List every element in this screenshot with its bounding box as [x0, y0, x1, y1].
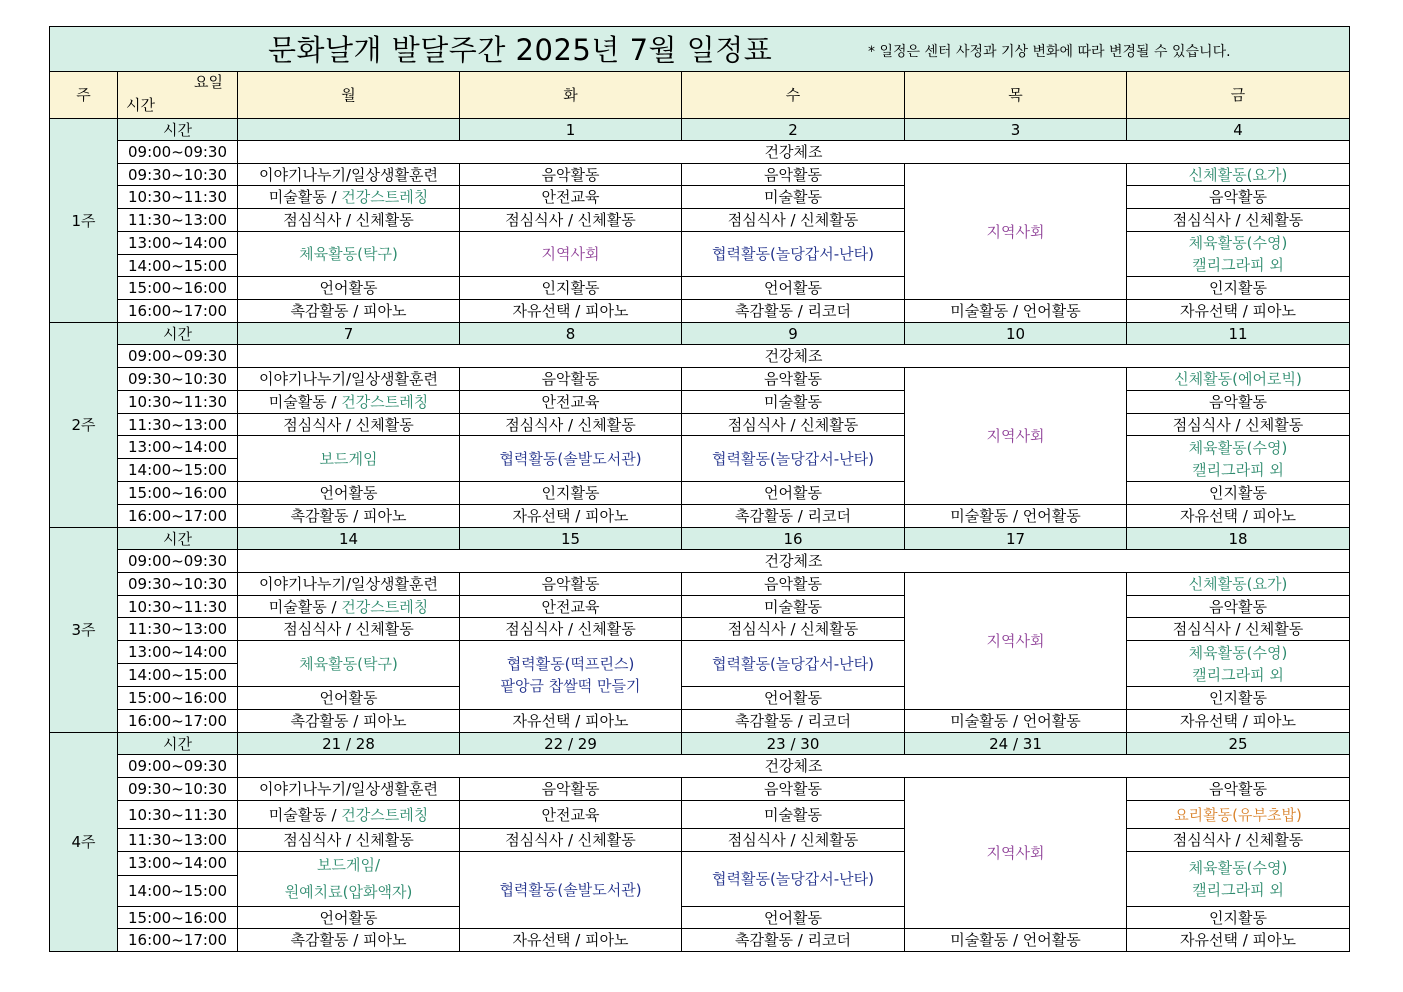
time-slot: 14:00~15:00 — [118, 664, 238, 687]
time-slot: 15:00~16:00 — [118, 277, 238, 300]
activity-cell: 협력활동(솔발도서관) — [460, 852, 682, 929]
activity-cell — [238, 391, 460, 414]
activity-text: 보드게임/ — [316, 856, 380, 874]
activity-cell: 건강체조 — [238, 550, 1350, 573]
activity-cell: 협력활동(놀당갑서-난타) — [682, 852, 905, 907]
time-slot: 09:30~10:30 — [118, 573, 238, 596]
activity-cell: 건강체조 — [238, 345, 1350, 368]
activity-cell: 음악활동 — [682, 164, 905, 186]
activity-cell: 음악활동 — [1127, 391, 1350, 414]
activity-cell: 지역사회 — [905, 368, 1127, 505]
activity-text: 협력활동(떡프린스) — [506, 655, 635, 673]
activity-cell: 안전교육 — [460, 801, 682, 829]
time-slot: 13:00~14:00 — [118, 852, 238, 876]
time-slot: 09:00~09:30 — [118, 550, 238, 573]
activity-text: 체육활동(수영) — [1188, 234, 1288, 252]
activity-cell: 촉감활동 / 피아노 — [238, 300, 460, 323]
activity-cell: 협력활동(놀당갑서-난타) — [682, 232, 905, 277]
time-slot: 16:00~17:00 — [118, 929, 238, 952]
activity-cell: 점심식사 / 신체활동 — [1127, 618, 1350, 641]
activity-cell: 언어활동 — [238, 907, 460, 929]
page-title: 문화날개 발달주간 2025년 7월 일정표 — [268, 33, 773, 67]
title-bar — [50, 27, 1350, 72]
activity-cell: 인지활동 — [1127, 277, 1350, 300]
activity-cell: 점심식사 / 신체활동 — [238, 209, 460, 232]
week-label: 2주 — [50, 323, 118, 528]
activity-cell — [1127, 852, 1350, 907]
time-slot: 11:30~13:00 — [118, 618, 238, 641]
date-cell — [238, 119, 460, 141]
activity-cell: 미술활동 / 언어활동 — [905, 929, 1127, 952]
time-slot: 10:30~11:30 — [118, 596, 238, 618]
time-slot: 16:00~17:00 — [118, 300, 238, 323]
activity-cell: 미술활동 — [682, 596, 905, 618]
time-slot: 09:30~10:30 — [118, 164, 238, 186]
time-slot: 11:30~13:00 — [118, 829, 238, 852]
activity-cell — [460, 641, 682, 710]
activity-cell: 미술활동 — [682, 186, 905, 209]
activity-cell: 이야기나누기/일상생활훈련 — [238, 778, 460, 801]
time-slot: 09:00~09:30 — [118, 755, 238, 778]
activity-cell: 자유선택 / 피아노 — [1127, 505, 1350, 528]
time-slot: 15:00~16:00 — [118, 687, 238, 710]
activity-cell: 안전교육 — [460, 391, 682, 414]
activity-cell: 체육활동(탁구) — [238, 232, 460, 277]
date-cell: 2 — [682, 119, 905, 141]
date-cell: 9 — [682, 323, 905, 345]
date-cell: 3 — [905, 119, 1127, 141]
activity-text: 원예치료(압화액자) — [284, 883, 413, 901]
schedule-table — [49, 26, 1350, 952]
activity-cell: 언어활동 — [238, 482, 460, 505]
activity-cell: 보드게임 — [238, 436, 460, 482]
activity-text: 건강스트레칭 — [341, 805, 429, 824]
activity-cell: 음악활동 — [682, 368, 905, 391]
activity-cell — [1127, 232, 1350, 277]
time-slot: 13:00~14:00 — [118, 436, 238, 459]
date-cell: 17 — [905, 528, 1127, 550]
time-header: 시간 — [118, 528, 238, 550]
time-slot: 10:30~11:30 — [118, 391, 238, 414]
date-cell: 7 — [238, 323, 460, 345]
activity-text: 미술활동 / — [268, 393, 342, 411]
header-time-label: 시간 — [126, 96, 155, 114]
activity-text: 캘리그라피 외 — [1192, 665, 1284, 684]
header-corner — [118, 72, 238, 119]
activity-cell: 안전교육 — [460, 186, 682, 209]
activity-cell: 언어활동 — [238, 277, 460, 300]
activity-text: 건강스트레칭 — [341, 393, 429, 411]
activity-cell: 점심식사 / 신체활동 — [682, 414, 905, 436]
activity-text: 캘리그라피 외 — [1192, 881, 1284, 899]
activity-cell: 지역사회 — [905, 778, 1127, 929]
time-header: 시간 — [118, 323, 238, 345]
date-cell: 21 / 28 — [238, 733, 460, 755]
activity-cell: 촉감활동 / 리코더 — [682, 300, 905, 323]
activity-cell: 음악활동 — [460, 778, 682, 801]
date-cell: 4 — [1127, 119, 1350, 141]
activity-cell: 지역사회 — [905, 164, 1127, 300]
activity-cell: 언어활동 — [682, 277, 905, 300]
activity-cell: 요리활동(유부초밥) — [1127, 801, 1350, 829]
activity-cell: 촉감활동 / 리코더 — [682, 929, 905, 952]
date-cell: 18 — [1127, 528, 1350, 550]
activity-text: 체육활동(수영) — [1188, 859, 1288, 877]
activity-cell: 이야기나누기/일상생활훈련 — [238, 573, 460, 596]
time-slot: 14:00~15:00 — [118, 255, 238, 277]
date-cell: 25 — [1127, 733, 1350, 755]
activity-cell: 협력활동(놀당갑서-난타) — [682, 641, 905, 687]
activity-cell: 자유선택 / 피아노 — [460, 710, 682, 733]
activity-cell: 건강체조 — [238, 755, 1350, 778]
date-cell: 1 — [460, 119, 682, 141]
activity-cell: 촉감활동 / 피아노 — [238, 710, 460, 733]
activity-cell: 점심식사 / 신체활동 — [1127, 209, 1350, 232]
time-slot: 10:30~11:30 — [118, 801, 238, 829]
activity-cell: 인지활동 — [1127, 907, 1350, 929]
time-header: 시간 — [118, 119, 238, 141]
activity-cell: 음악활동 — [682, 778, 905, 801]
activity-cell: 인지활동 — [460, 482, 682, 505]
date-cell: 14 — [238, 528, 460, 550]
time-slot: 09:00~09:30 — [118, 141, 238, 164]
activity-cell — [238, 852, 460, 907]
activity-cell: 촉감활동 / 리코더 — [682, 710, 905, 733]
date-cell: 23 / 30 — [682, 733, 905, 755]
activity-cell: 미술활동 — [682, 391, 905, 414]
activity-cell: 지역사회 — [460, 232, 682, 277]
activity-cell: 점심식사 / 신체활동 — [460, 618, 682, 641]
header-wed: 수 — [682, 72, 905, 119]
activity-text: 체육활동(수영) — [1188, 438, 1288, 457]
activity-text: 건강스트레칭 — [341, 188, 429, 206]
header-fri: 금 — [1127, 72, 1350, 119]
activity-cell: 음악활동 — [460, 573, 682, 596]
time-slot: 10:30~11:30 — [118, 186, 238, 209]
time-slot: 16:00~17:00 — [118, 505, 238, 528]
time-slot: 14:00~15:00 — [118, 459, 238, 482]
activity-cell: 이야기나누기/일상생활훈련 — [238, 368, 460, 391]
activity-text: 체육활동(수영) — [1188, 643, 1288, 662]
time-slot: 14:00~15:00 — [118, 875, 238, 906]
date-cell: 22 / 29 — [460, 733, 682, 755]
activity-cell: 점심식사 / 신체활동 — [1127, 414, 1350, 436]
activity-cell: 촉감활동 / 피아노 — [238, 505, 460, 528]
time-slot: 09:30~10:30 — [118, 778, 238, 801]
activity-cell: 음악활동 — [1127, 778, 1350, 801]
activity-cell: 점심식사 / 신체활동 — [1127, 829, 1350, 852]
activity-cell: 음악활동 — [460, 164, 682, 186]
week-label: 4주 — [50, 733, 118, 952]
date-cell: 8 — [460, 323, 682, 345]
time-slot: 11:30~13:00 — [118, 414, 238, 436]
activity-cell: 언어활동 — [238, 687, 460, 710]
activity-cell: 점심식사 / 신체활동 — [460, 414, 682, 436]
time-slot: 13:00~14:00 — [118, 641, 238, 664]
activity-cell: 건강체조 — [238, 141, 1350, 164]
activity-text: 캘리그라피 외 — [1192, 256, 1284, 274]
activity-text: 건강스트레칭 — [341, 597, 429, 616]
date-cell: 11 — [1127, 323, 1350, 345]
time-slot: 09:30~10:30 — [118, 368, 238, 391]
date-cell: 10 — [905, 323, 1127, 345]
activity-cell: 점심식사 / 신체활동 — [238, 829, 460, 852]
activity-cell: 음악활동 — [682, 573, 905, 596]
time-slot: 16:00~17:00 — [118, 710, 238, 733]
header-week: 주 — [50, 72, 118, 119]
week-label: 1주 — [50, 119, 118, 323]
activity-text: 팥앙금 찹쌀떡 만들기 — [500, 677, 641, 695]
activity-cell: 인지활동 — [460, 277, 682, 300]
activity-cell: 자유선택 / 피아노 — [460, 929, 682, 952]
activity-cell — [238, 801, 460, 829]
activity-cell — [1127, 641, 1350, 687]
date-cell: 15 — [460, 528, 682, 550]
activity-text: 캘리그라피 외 — [1192, 460, 1284, 479]
activity-cell: 신체활동(요가) — [1127, 573, 1350, 596]
activity-cell: 촉감활동 / 피아노 — [238, 929, 460, 952]
activity-cell: 음악활동 — [1127, 596, 1350, 618]
activity-cell: 협력활동(솔발도서관) — [460, 436, 682, 482]
date-cell: 24 / 31 — [905, 733, 1127, 755]
activity-cell: 언어활동 — [682, 907, 905, 929]
activity-cell — [1127, 436, 1350, 482]
activity-cell: 인지활동 — [1127, 482, 1350, 505]
week-label: 3주 — [50, 528, 118, 733]
activity-cell: 점심식사 / 신체활동 — [682, 829, 905, 852]
activity-cell: 이야기나누기/일상생활훈련 — [238, 164, 460, 186]
time-header: 시간 — [118, 733, 238, 755]
activity-cell: 음악활동 — [1127, 186, 1350, 209]
activity-text: 미술활동 / — [268, 597, 342, 616]
activity-cell: 언어활동 — [682, 687, 905, 710]
activity-cell: 체육활동(탁구) — [238, 641, 460, 687]
activity-cell: 안전교육 — [460, 596, 682, 618]
activity-cell: 자유선택 / 피아노 — [1127, 929, 1350, 952]
activity-cell: 지역사회 — [905, 573, 1127, 710]
time-slot: 09:00~09:30 — [118, 345, 238, 368]
activity-cell: 촉감활동 / 리코더 — [682, 505, 905, 528]
activity-cell: 협력활동(놀당갑서-난타) — [682, 436, 905, 482]
header-mon: 월 — [238, 72, 460, 119]
time-slot: 11:30~13:00 — [118, 209, 238, 232]
header-tue: 화 — [460, 72, 682, 119]
time-slot: 13:00~14:00 — [118, 232, 238, 255]
activity-cell: 미술활동 / 언어활동 — [905, 505, 1127, 528]
activity-cell: 자유선택 / 피아노 — [1127, 710, 1350, 733]
activity-cell: 점심식사 / 신체활동 — [682, 209, 905, 232]
activity-cell: 자유선택 / 피아노 — [1127, 300, 1350, 323]
date-cell: 16 — [682, 528, 905, 550]
activity-cell: 언어활동 — [682, 482, 905, 505]
activity-cell: 점심식사 / 신체활동 — [682, 618, 905, 641]
activity-cell: 점심식사 / 신체활동 — [238, 414, 460, 436]
activity-cell: 신체활동(에어로빅) — [1127, 368, 1350, 391]
activity-cell: 음악활동 — [460, 368, 682, 391]
schedule-note: * 일정은 센터 사정과 기상 변화에 따라 변경될 수 있습니다. — [868, 44, 1231, 60]
activity-cell: 미술활동 — [682, 801, 905, 829]
activity-cell: 점심식사 / 신체활동 — [238, 618, 460, 641]
activity-text: 미술활동 / — [268, 805, 342, 824]
activity-cell: 자유선택 / 피아노 — [460, 300, 682, 323]
activity-text: 미술활동 / — [268, 188, 342, 206]
time-slot: 15:00~16:00 — [118, 907, 238, 929]
time-slot: 15:00~16:00 — [118, 482, 238, 505]
header-thu: 목 — [905, 72, 1127, 119]
activity-cell: 미술활동 / 언어활동 — [905, 710, 1127, 733]
activity-cell: 자유선택 / 피아노 — [460, 505, 682, 528]
activity-cell: 점심식사 / 신체활동 — [460, 209, 682, 232]
activity-cell — [238, 596, 460, 618]
header-day-label: 요일 — [194, 73, 223, 91]
activity-cell: 신체활동(요가) — [1127, 164, 1350, 186]
activity-cell: 인지활동 — [1127, 687, 1350, 710]
activity-cell: 미술활동 / 언어활동 — [905, 300, 1127, 323]
activity-cell — [238, 186, 460, 209]
activity-cell: 점심식사 / 신체활동 — [460, 829, 682, 852]
